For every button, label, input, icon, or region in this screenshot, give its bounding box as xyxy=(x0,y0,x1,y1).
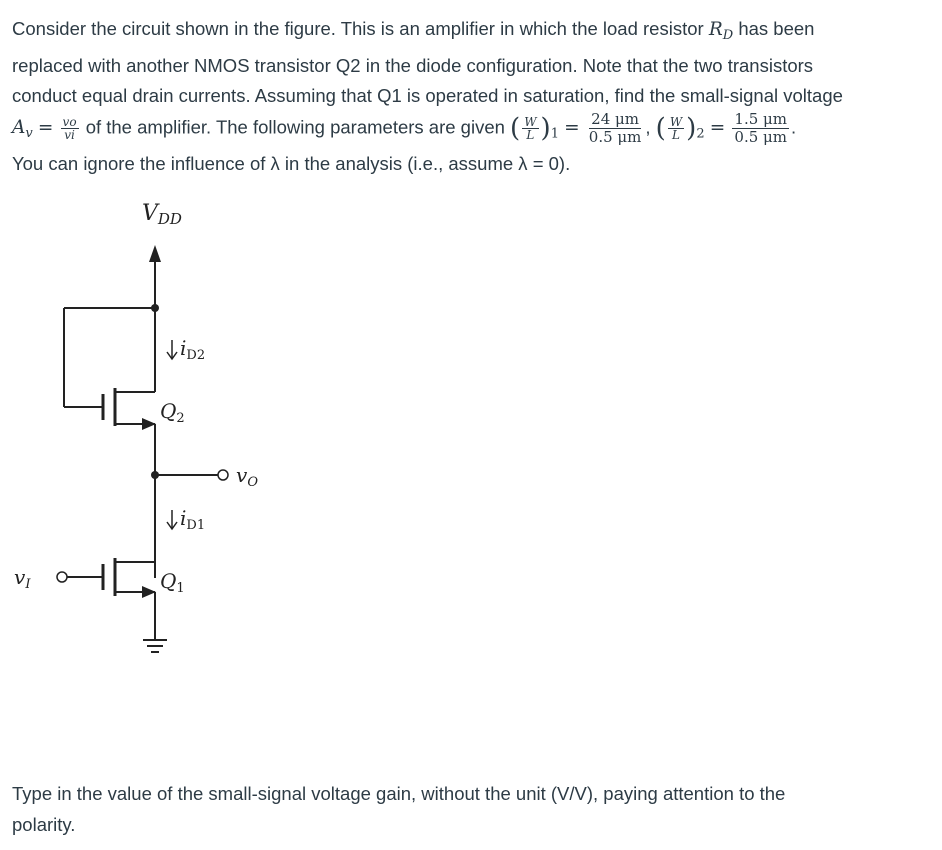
id2-label xyxy=(180,336,205,363)
load-resistor-symbol xyxy=(708,19,734,43)
vdd-subscript: DD xyxy=(157,210,182,228)
vo-label-subscript: O xyxy=(247,475,258,490)
q1-wl-den: L xyxy=(526,128,535,142)
q1-comma: , xyxy=(645,116,651,138)
q2-wl-num: W xyxy=(669,115,683,129)
vi-label xyxy=(14,565,31,592)
load-resistor-subscript: D xyxy=(722,28,734,43)
q2-value-fraction xyxy=(732,111,789,146)
answer-instructions-line-2: polarity. xyxy=(12,814,76,835)
gain-symbol xyxy=(12,117,33,142)
q1-equals: = xyxy=(564,117,580,139)
q1-subscript: 1 xyxy=(550,126,559,142)
output-terminal xyxy=(218,470,228,480)
question-line-2: replaced with another NMOS transistor Q2 in the diode configuration. Note that the two transistors xyxy=(12,55,814,76)
id1-letter: i xyxy=(180,506,187,530)
q2-period: . xyxy=(791,116,797,138)
gain-fraction-den xyxy=(62,129,77,141)
question-line-1-end: has been xyxy=(738,18,815,39)
q2-paren-open: ( xyxy=(655,113,666,144)
q1-wl-fraction xyxy=(522,116,538,141)
output-node-dot xyxy=(151,471,159,479)
gain-letter: A xyxy=(12,117,26,139)
answer-instructions-line-1: Type in the value of the small-signal voltage gain, without the unit (V/V), paying attention to the xyxy=(12,783,786,804)
current-arrow-id2-icon xyxy=(167,340,177,359)
current-arrow-id1-icon xyxy=(167,510,177,529)
q1-wl-num: W xyxy=(524,115,537,129)
vo-label-letter: v xyxy=(236,463,248,487)
question-line-4-text: of the amplifier. The following parameters are given xyxy=(85,116,505,138)
id2-subscript: D2 xyxy=(186,348,206,363)
id2-letter: i xyxy=(180,336,187,360)
gain-equals: = xyxy=(37,117,54,139)
gain-subscript: v xyxy=(25,126,33,142)
q2-wl-den: L xyxy=(672,128,680,142)
ground-icon xyxy=(143,640,167,652)
q1-paren-open: ( xyxy=(510,113,521,144)
q2-wl-fraction xyxy=(668,116,684,141)
question-line-5: You can ignore the influence of λ in the analysis (i.e., assume λ = 0). xyxy=(12,153,571,175)
vo-letter: v xyxy=(62,115,70,129)
question-line-4 xyxy=(12,111,930,149)
q1-value-num: 24 μm xyxy=(591,110,639,128)
transistor-q2 xyxy=(103,388,156,430)
q2-label-subscript: 2 xyxy=(176,411,185,426)
gain-fraction xyxy=(61,116,79,141)
vdd-letter: V xyxy=(142,201,158,226)
transistor-q1 xyxy=(103,558,156,598)
circuit-wires xyxy=(64,255,218,640)
q2-value-num: 1.5 μm xyxy=(734,110,788,128)
question-text xyxy=(12,14,930,179)
q1-value-fraction xyxy=(587,111,644,146)
q2-value-den: 0.5 μm xyxy=(734,128,788,146)
q1-letter: Q xyxy=(160,569,177,593)
q1-value-den: 0.5 μm xyxy=(588,128,642,146)
q1-paren-close: ) xyxy=(540,113,551,144)
q2-label xyxy=(160,399,185,426)
vi-label-subscript: I xyxy=(25,577,31,592)
q1-label-subscript: 1 xyxy=(176,581,185,596)
circuit-diagram xyxy=(0,190,420,660)
vo-subscript: o xyxy=(69,115,77,129)
vdd-arrow-icon xyxy=(149,245,161,262)
id1-subscript: D1 xyxy=(186,518,206,533)
q2-subscript: 2 xyxy=(696,126,705,142)
id1-label xyxy=(180,506,205,533)
vo-label xyxy=(236,463,258,490)
vi-subscript: i xyxy=(71,128,75,142)
q1-label xyxy=(160,569,185,596)
q2-letter: Q xyxy=(160,399,177,423)
vdd-label xyxy=(142,201,182,228)
q2-equals: = xyxy=(709,117,726,139)
question-line-1 xyxy=(12,14,930,51)
q2-paren-close: ) xyxy=(686,113,697,144)
load-resistor-letter: R xyxy=(708,19,723,40)
vi-letter: v xyxy=(64,128,71,142)
vdd-node-dot xyxy=(151,304,159,312)
answer-instructions xyxy=(12,778,912,840)
input-terminal xyxy=(57,572,67,582)
question-line-3: conduct equal drain currents. Assuming that Q1 is operated in saturation, find the small-signal voltage xyxy=(12,85,843,106)
question-line-1-text: Consider the circuit shown in the figure. This is an amplifier in which the load resistor xyxy=(12,18,704,39)
vi-label-letter: v xyxy=(14,565,26,589)
